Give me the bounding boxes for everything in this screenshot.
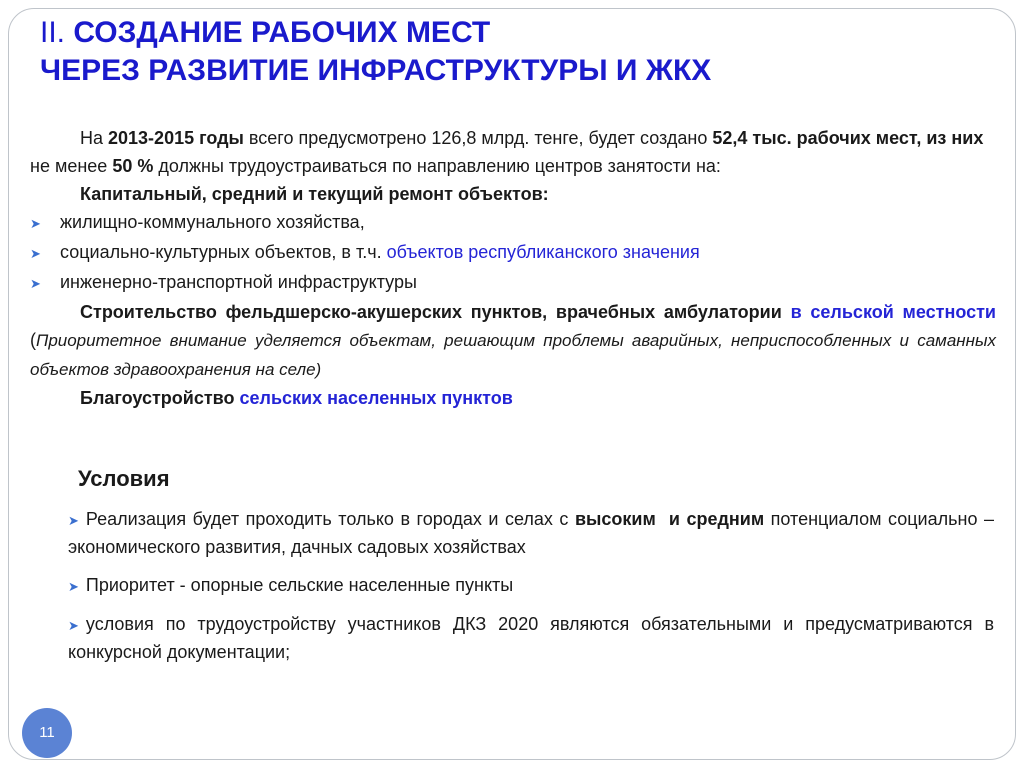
slide-title [40,14,711,90]
intro-text: всего предусмотрено 126,8 млрд. тенге, будет создано [243,128,713,148]
arrow-bullet-icon: ➤ [30,216,41,231]
construction-highlight: в сельской местности [790,302,996,322]
construction-note: Приоритетное внимание уделяется объектам, решающим проблемы аварийных, неприспособленных и саманных объектов здравоохранения на селе) [30,331,996,379]
improvement-paragraph [30,384,996,412]
improvement-bold: Благоустройство [80,388,240,408]
intro-paragraph [30,124,996,180]
intro-text: должны трудоустраиваться по направлению центров занятости на: [153,156,721,176]
arrow-bullet-icon: ➤ [30,246,41,261]
repair-item [30,208,996,238]
condition-text: Реализация будет проходить только в городах и селах с [85,509,575,529]
intro-percent: 50 % [112,156,154,176]
repair-heading [30,180,996,208]
repair-item-highlight: объектов республиканского значения [386,242,700,262]
page-number-badge: 11 [22,708,72,758]
conditions-list [68,506,994,677]
intro-jobs: 52,4 тыс. рабочих мест, из них [712,128,984,148]
condition-bold: и средним [668,509,765,529]
condition-text: Приоритет - опорные сельские населенные пункты [85,575,514,595]
intro-years: 2013-2015 годы [108,128,244,148]
condition-item [68,611,994,666]
title-line-2: ЧЕРЕЗ РАЗВИТИЕ ИНФРАСТРУКТУРЫ И ЖКХ [40,54,712,87]
condition-text: условия по трудоустройству участников ДКЗ 2020 являются обязательными и предусматриваются в конкурсной документации; [68,614,994,662]
repair-item-text [60,238,700,266]
intro-text: На [80,128,109,148]
condition-item [68,572,994,600]
construction-paragraph [30,298,996,384]
conditions-heading: Условия [78,466,170,491]
repair-item-text: жилищно-коммунального хозяйства, [60,212,365,232]
improvement-highlight: сельских населенных пунктов [239,388,513,408]
condition-spacer [656,509,669,529]
title-line-1: СОЗДАНИЕ РАБОЧИХ МЕСТ [73,16,491,49]
repair-item-plain: социально-культурных объектов, в т.ч. [60,242,387,262]
repair-item [30,238,996,268]
construction-paren: ( [30,330,36,350]
condition-item [68,506,994,561]
repair-item-text: инженерно-транспортной инфраструктуры [60,272,417,292]
arrow-bullet-icon: ➤ [30,276,41,291]
repair-heading-text: Капитальный, средний и текущий ремонт объектов: [80,184,549,204]
construction-bold: Строительство фельдшерско-акушерских пунктов, врачебных амбулатории [80,302,791,322]
arrow-bullet-icon: ➤ [68,579,79,594]
condition-text: потенциалом социально – экономического развития, дачных садовых хозяйствах [68,509,994,557]
arrow-bullet-icon: ➤ [68,618,79,633]
main-text [30,124,996,412]
condition-bold: высоким [574,509,656,529]
section-number: II. [40,16,66,49]
repair-item [30,268,996,298]
arrow-bullet-icon: ➤ [68,513,79,528]
intro-text: не менее [30,156,113,176]
